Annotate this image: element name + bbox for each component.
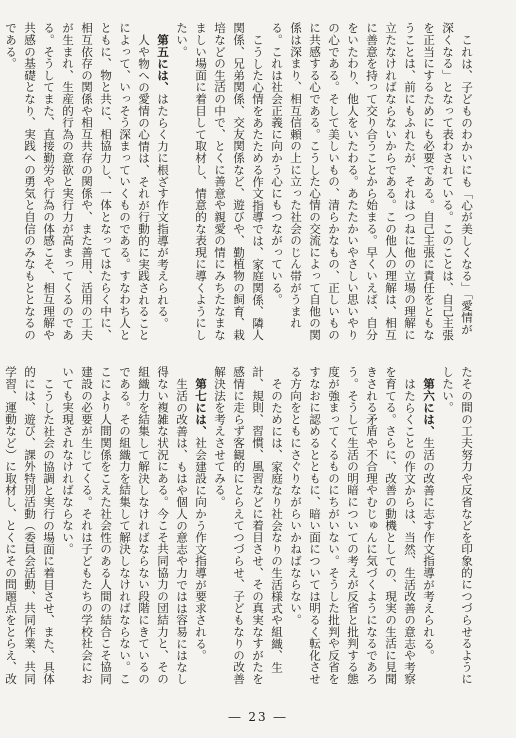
section-text: 生活の改善に志す作文指導が考えられる。 bbox=[422, 436, 436, 661]
paragraph: 人や物への愛情の心情は、それが行動的に実践されることによって、いっそう深まっていくものである。すなわち人とともに、物と共に、相協力し、一体となってはたらく中に、相互依存の関係や相互共存の関係や、また善用、活用の工夫が生まれ、生産的行為の意欲と実行力が高まってくるのである。そうしてまた、直接勤労や行為の体感こそ、相互理解や共感の基礎となり、実践への勇気と自信のみなもととなるのである。 bbox=[4, 22, 151, 341]
paragraph: たその間の工夫努力や反省などを印象的につづらせるようにしたい。 bbox=[441, 366, 474, 685]
paragraph: はたらくことの作文からは、当然、生活改善の意志や考察を育てる。さらに、改善の動機としての、現実の生活に見聞きされる矛盾や不合理やむじゅんに気づくようになるであろう。そうして生活の明暗についての考えが反省と批判する態度が強まってくるものにちがいない。そうした批判や反省をすなおに認めるとともに、暗い面については明るく転化させる方向をともにさぐりながらいかねばならない。 bbox=[289, 366, 417, 685]
paragraph: そのためには、家庭なり社会なりの生活様式や組織、生計、規則、習慣、風習などに着目させ、その真実なすがたを感情に走らず客観的にとらえてつづらせ、子どもなりの改善解決法を考えさせてみる。 bbox=[213, 366, 284, 685]
section-text: 社会建設に向かう作文指導が要求される。 bbox=[194, 436, 208, 661]
paragraph: こうした心情をあたためる作文指導では、家庭関係、隣人関係、兄弟関係、交友関係など、遊びや、勤植物の飼育、栽培などの生活の中で、とくに善意や親愛の情にみちたなまなましい場面に着目して取材し、情意的な表現に導くようにしたい。 bbox=[175, 22, 265, 341]
paragraph: 生活の改善は、もはや個人の意志や力ではは容易にはなし得ない複雑な状況にある。今こそ共同協力の団結力と、その組織力を結集して解決しなければならない段階にきているのである。その組織力を結集して解決しなければならない。ここにより人間関係をこえた社会性のある人間の結合こそ協同建設の必要が生じてくる。それは子どもたちの学校社会においても実現されなければならない。 bbox=[61, 366, 189, 685]
paragraph bbox=[0, 22, 1, 344]
section-heading: 第五には、 bbox=[156, 33, 170, 93]
section-text: はたらく力に根ざす作文指導が考えられる。 bbox=[156, 92, 170, 329]
section-heading: 第七には、 bbox=[194, 377, 208, 437]
upper-text-block bbox=[4, 22, 476, 344]
paragraph: これは、子どものわかいにも「心が美しくなる」「愛情が深くなる」となって表わされている。このことは、自己主張を正当にするためにも必要である。自己主張に責任をともなうことは、前にもふれたが、それはつねに他の立場の理解に立たなければならないからである。この他人の理解は、相互に善意を持って交り合うことから始まる。早くいえば、自分をいたわり、他人をいたわる。あたたかいやさしい思いやりの心である。そして美しいもの、清らかなもの、正しいものに共感する心である。こうした心情の交流によって自他の関係は深まり、相互信頼の上に立った社会のじん帯がうまれる。これは社会正義に向かう心にもつながっている。 bbox=[270, 22, 474, 341]
paragraph bbox=[191, 366, 210, 686]
lower-text-block bbox=[4, 366, 476, 686]
paragraph bbox=[153, 22, 172, 344]
page-number: ― 23 ― bbox=[228, 710, 288, 724]
section-heading: 第六には、 bbox=[422, 377, 436, 437]
paragraph bbox=[419, 366, 438, 686]
paragraph: こうした社会の協調と実行の場面に着目させ、また、具体的には、遊び、課外特別活動（委員会活動、共同作業、共同学習、運動など）に取材し、とくにその問題点をとらえ、改 bbox=[4, 366, 56, 685]
